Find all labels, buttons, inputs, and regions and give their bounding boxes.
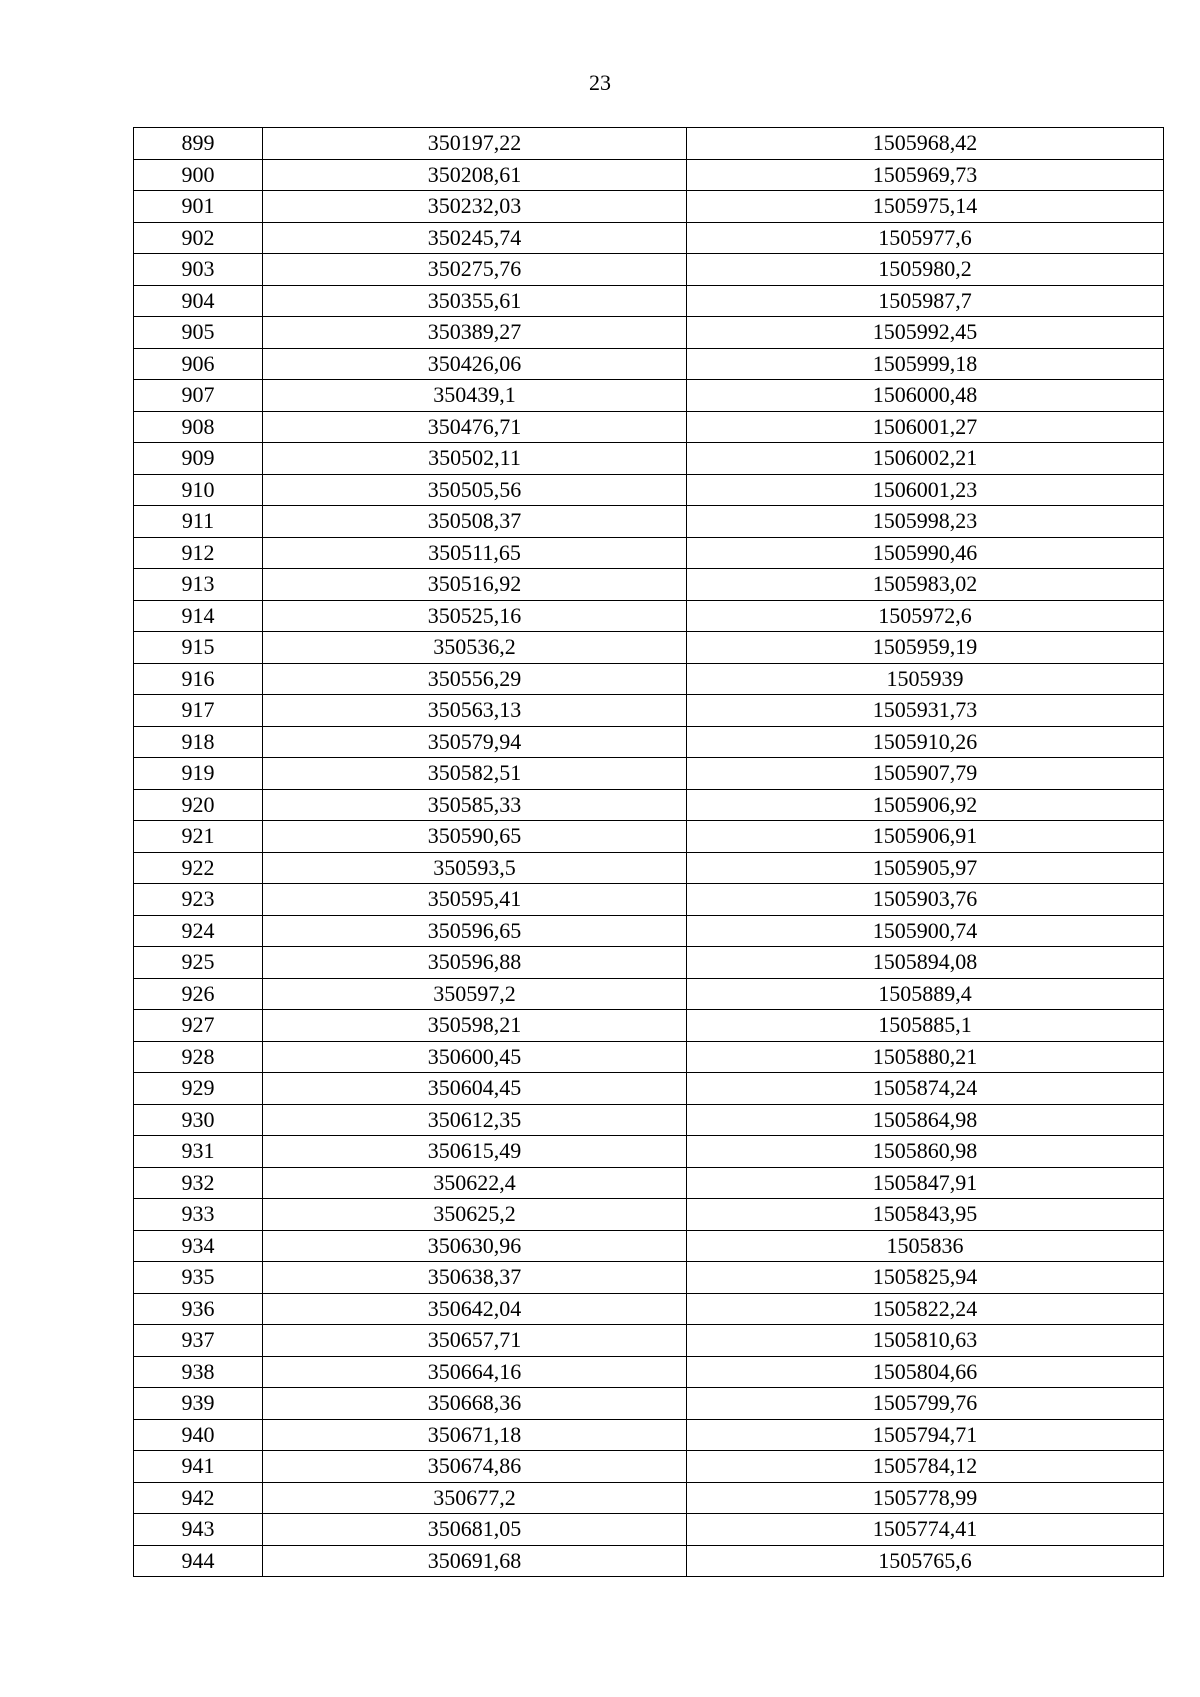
table-row xyxy=(134,852,1164,884)
table-row xyxy=(134,159,1164,191)
x-coordinate-cell: 350671,18 xyxy=(263,1419,687,1451)
table-row xyxy=(134,1199,1164,1231)
point-number-cell: 937 xyxy=(134,1325,263,1357)
x-coordinate-cell: 350598,21 xyxy=(263,1010,687,1042)
point-number-cell: 903 xyxy=(134,254,263,286)
table-row xyxy=(134,411,1164,443)
x-coordinate-cell: 350642,04 xyxy=(263,1293,687,1325)
table-row xyxy=(134,1388,1164,1420)
y-coordinate-cell: 1505959,19 xyxy=(687,632,1164,664)
table-row xyxy=(134,317,1164,349)
table-row xyxy=(134,1325,1164,1357)
point-number-cell: 935 xyxy=(134,1262,263,1294)
y-coordinate-cell: 1505972,6 xyxy=(687,600,1164,632)
x-coordinate-cell: 350668,36 xyxy=(263,1388,687,1420)
y-coordinate-cell: 1505885,1 xyxy=(687,1010,1164,1042)
y-coordinate-cell: 1505939 xyxy=(687,663,1164,695)
table-row xyxy=(134,1136,1164,1168)
table-row xyxy=(134,789,1164,821)
x-coordinate-cell: 350389,27 xyxy=(263,317,687,349)
table-row xyxy=(134,254,1164,286)
x-coordinate-cell: 350590,65 xyxy=(263,821,687,853)
x-coordinate-cell: 350596,88 xyxy=(263,947,687,979)
x-coordinate-cell: 350677,2 xyxy=(263,1482,687,1514)
table-row xyxy=(134,695,1164,727)
table-row xyxy=(134,537,1164,569)
table-row xyxy=(134,884,1164,916)
table-row xyxy=(134,1451,1164,1483)
table-row xyxy=(134,506,1164,538)
x-coordinate-cell: 350556,29 xyxy=(263,663,687,695)
table-row xyxy=(134,915,1164,947)
table-row xyxy=(134,1356,1164,1388)
point-number-cell: 914 xyxy=(134,600,263,632)
table-row xyxy=(134,600,1164,632)
x-coordinate-cell: 350579,94 xyxy=(263,726,687,758)
x-coordinate-cell: 350502,11 xyxy=(263,443,687,475)
y-coordinate-cell: 1505968,42 xyxy=(687,128,1164,160)
y-coordinate-cell: 1505889,4 xyxy=(687,978,1164,1010)
table-row xyxy=(134,632,1164,664)
table-row xyxy=(134,1230,1164,1262)
x-coordinate-cell: 350536,2 xyxy=(263,632,687,664)
x-coordinate-cell: 350585,33 xyxy=(263,789,687,821)
y-coordinate-cell: 1505969,73 xyxy=(687,159,1164,191)
y-coordinate-cell: 1505778,99 xyxy=(687,1482,1164,1514)
point-number-cell: 941 xyxy=(134,1451,263,1483)
y-coordinate-cell: 1505825,94 xyxy=(687,1262,1164,1294)
point-number-cell: 920 xyxy=(134,789,263,821)
point-number-cell: 939 xyxy=(134,1388,263,1420)
table-row xyxy=(134,663,1164,695)
point-number-cell: 926 xyxy=(134,978,263,1010)
point-number-cell: 909 xyxy=(134,443,263,475)
x-coordinate-cell: 350638,37 xyxy=(263,1262,687,1294)
x-coordinate-cell: 350612,35 xyxy=(263,1104,687,1136)
table-row xyxy=(134,443,1164,475)
x-coordinate-cell: 350593,5 xyxy=(263,852,687,884)
table-row xyxy=(134,1482,1164,1514)
y-coordinate-cell: 1505765,6 xyxy=(687,1545,1164,1577)
y-coordinate-cell: 1506001,23 xyxy=(687,474,1164,506)
y-coordinate-cell: 1505990,46 xyxy=(687,537,1164,569)
table-row xyxy=(134,1293,1164,1325)
table-row xyxy=(134,285,1164,317)
point-number-cell: 924 xyxy=(134,915,263,947)
coordinates-table-body xyxy=(134,128,1164,1577)
y-coordinate-cell: 1506000,48 xyxy=(687,380,1164,412)
point-number-cell: 905 xyxy=(134,317,263,349)
table-row xyxy=(134,1073,1164,1105)
point-number-cell: 930 xyxy=(134,1104,263,1136)
y-coordinate-cell: 1505836 xyxy=(687,1230,1164,1262)
point-number-cell: 906 xyxy=(134,348,263,380)
table-row xyxy=(134,1419,1164,1451)
point-number-cell: 944 xyxy=(134,1545,263,1577)
y-coordinate-cell: 1505880,21 xyxy=(687,1041,1164,1073)
table-row xyxy=(134,726,1164,758)
point-number-cell: 942 xyxy=(134,1482,263,1514)
table-row xyxy=(134,758,1164,790)
x-coordinate-cell: 350563,13 xyxy=(263,695,687,727)
x-coordinate-cell: 350511,65 xyxy=(263,537,687,569)
point-number-cell: 934 xyxy=(134,1230,263,1262)
y-coordinate-cell: 1505794,71 xyxy=(687,1419,1164,1451)
y-coordinate-cell: 1506002,21 xyxy=(687,443,1164,475)
x-coordinate-cell: 350674,86 xyxy=(263,1451,687,1483)
coordinates-table xyxy=(133,127,1164,1577)
y-coordinate-cell: 1505784,12 xyxy=(687,1451,1164,1483)
table-row xyxy=(134,1167,1164,1199)
point-number-cell: 915 xyxy=(134,632,263,664)
x-coordinate-cell: 350630,96 xyxy=(263,1230,687,1262)
point-number-cell: 899 xyxy=(134,128,263,160)
x-coordinate-cell: 350245,74 xyxy=(263,222,687,254)
page-number: 23 xyxy=(589,70,611,95)
point-number-cell: 936 xyxy=(134,1293,263,1325)
y-coordinate-cell: 1505804,66 xyxy=(687,1356,1164,1388)
point-number-cell: 931 xyxy=(134,1136,263,1168)
table-row xyxy=(134,1041,1164,1073)
table-row xyxy=(134,1104,1164,1136)
y-coordinate-cell: 1506001,27 xyxy=(687,411,1164,443)
point-number-cell: 933 xyxy=(134,1199,263,1231)
x-coordinate-cell: 350525,16 xyxy=(263,600,687,632)
point-number-cell: 902 xyxy=(134,222,263,254)
table-row xyxy=(134,1262,1164,1294)
point-number-cell: 912 xyxy=(134,537,263,569)
point-number-cell: 911 xyxy=(134,506,263,538)
x-coordinate-cell: 350516,92 xyxy=(263,569,687,601)
y-coordinate-cell: 1505894,08 xyxy=(687,947,1164,979)
x-coordinate-cell: 350597,2 xyxy=(263,978,687,1010)
y-coordinate-cell: 1505980,2 xyxy=(687,254,1164,286)
point-number-cell: 927 xyxy=(134,1010,263,1042)
table-row xyxy=(134,348,1164,380)
y-coordinate-cell: 1505810,63 xyxy=(687,1325,1164,1357)
x-coordinate-cell: 350426,06 xyxy=(263,348,687,380)
y-coordinate-cell: 1505999,18 xyxy=(687,348,1164,380)
point-number-cell: 938 xyxy=(134,1356,263,1388)
point-number-cell: 919 xyxy=(134,758,263,790)
x-coordinate-cell: 350604,45 xyxy=(263,1073,687,1105)
table-row xyxy=(134,978,1164,1010)
table-row xyxy=(134,222,1164,254)
point-number-cell: 922 xyxy=(134,852,263,884)
table-row xyxy=(134,1514,1164,1546)
table-row xyxy=(134,1010,1164,1042)
x-coordinate-cell: 350600,45 xyxy=(263,1041,687,1073)
x-coordinate-cell: 350595,41 xyxy=(263,884,687,916)
y-coordinate-cell: 1505774,41 xyxy=(687,1514,1164,1546)
y-coordinate-cell: 1505900,74 xyxy=(687,915,1164,947)
y-coordinate-cell: 1505906,92 xyxy=(687,789,1164,821)
x-coordinate-cell: 350622,4 xyxy=(263,1167,687,1199)
point-number-cell: 913 xyxy=(134,569,263,601)
point-number-cell: 923 xyxy=(134,884,263,916)
table-row xyxy=(134,1545,1164,1577)
table-row xyxy=(134,191,1164,223)
point-number-cell: 918 xyxy=(134,726,263,758)
y-coordinate-cell: 1505874,24 xyxy=(687,1073,1164,1105)
point-number-cell: 908 xyxy=(134,411,263,443)
y-coordinate-cell: 1505987,7 xyxy=(687,285,1164,317)
table-row xyxy=(134,474,1164,506)
x-coordinate-cell: 350197,22 xyxy=(263,128,687,160)
y-coordinate-cell: 1505799,76 xyxy=(687,1388,1164,1420)
y-coordinate-cell: 1505903,76 xyxy=(687,884,1164,916)
x-coordinate-cell: 350596,65 xyxy=(263,915,687,947)
table-row xyxy=(134,569,1164,601)
y-coordinate-cell: 1505975,14 xyxy=(687,191,1164,223)
x-coordinate-cell: 350275,76 xyxy=(263,254,687,286)
y-coordinate-cell: 1505910,26 xyxy=(687,726,1164,758)
point-number-cell: 917 xyxy=(134,695,263,727)
point-number-cell: 940 xyxy=(134,1419,263,1451)
x-coordinate-cell: 350625,2 xyxy=(263,1199,687,1231)
point-number-cell: 928 xyxy=(134,1041,263,1073)
point-number-cell: 932 xyxy=(134,1167,263,1199)
table-row xyxy=(134,128,1164,160)
point-number-cell: 900 xyxy=(134,159,263,191)
y-coordinate-cell: 1505977,6 xyxy=(687,222,1164,254)
point-number-cell: 904 xyxy=(134,285,263,317)
x-coordinate-cell: 350476,71 xyxy=(263,411,687,443)
x-coordinate-cell: 350508,37 xyxy=(263,506,687,538)
point-number-cell: 943 xyxy=(134,1514,263,1546)
y-coordinate-cell: 1505864,98 xyxy=(687,1104,1164,1136)
x-coordinate-cell: 350681,05 xyxy=(263,1514,687,1546)
x-coordinate-cell: 350615,49 xyxy=(263,1136,687,1168)
table-row xyxy=(134,821,1164,853)
y-coordinate-cell: 1505860,98 xyxy=(687,1136,1164,1168)
y-coordinate-cell: 1505905,97 xyxy=(687,852,1164,884)
point-number-cell: 910 xyxy=(134,474,263,506)
x-coordinate-cell: 350505,56 xyxy=(263,474,687,506)
y-coordinate-cell: 1505907,79 xyxy=(687,758,1164,790)
point-number-cell: 921 xyxy=(134,821,263,853)
point-number-cell: 901 xyxy=(134,191,263,223)
x-coordinate-cell: 350439,1 xyxy=(263,380,687,412)
x-coordinate-cell: 350232,03 xyxy=(263,191,687,223)
table-row xyxy=(134,380,1164,412)
point-number-cell: 929 xyxy=(134,1073,263,1105)
y-coordinate-cell: 1505998,23 xyxy=(687,506,1164,538)
y-coordinate-cell: 1505843,95 xyxy=(687,1199,1164,1231)
x-coordinate-cell: 350691,68 xyxy=(263,1545,687,1577)
y-coordinate-cell: 1505931,73 xyxy=(687,695,1164,727)
y-coordinate-cell: 1505906,91 xyxy=(687,821,1164,853)
x-coordinate-cell: 350657,71 xyxy=(263,1325,687,1357)
x-coordinate-cell: 350355,61 xyxy=(263,285,687,317)
table-row xyxy=(134,947,1164,979)
x-coordinate-cell: 350664,16 xyxy=(263,1356,687,1388)
y-coordinate-cell: 1505847,91 xyxy=(687,1167,1164,1199)
x-coordinate-cell: 350208,61 xyxy=(263,159,687,191)
point-number-cell: 925 xyxy=(134,947,263,979)
x-coordinate-cell: 350582,51 xyxy=(263,758,687,790)
y-coordinate-cell: 1505822,24 xyxy=(687,1293,1164,1325)
point-number-cell: 916 xyxy=(134,663,263,695)
y-coordinate-cell: 1505983,02 xyxy=(687,569,1164,601)
y-coordinate-cell: 1505992,45 xyxy=(687,317,1164,349)
point-number-cell: 907 xyxy=(134,380,263,412)
